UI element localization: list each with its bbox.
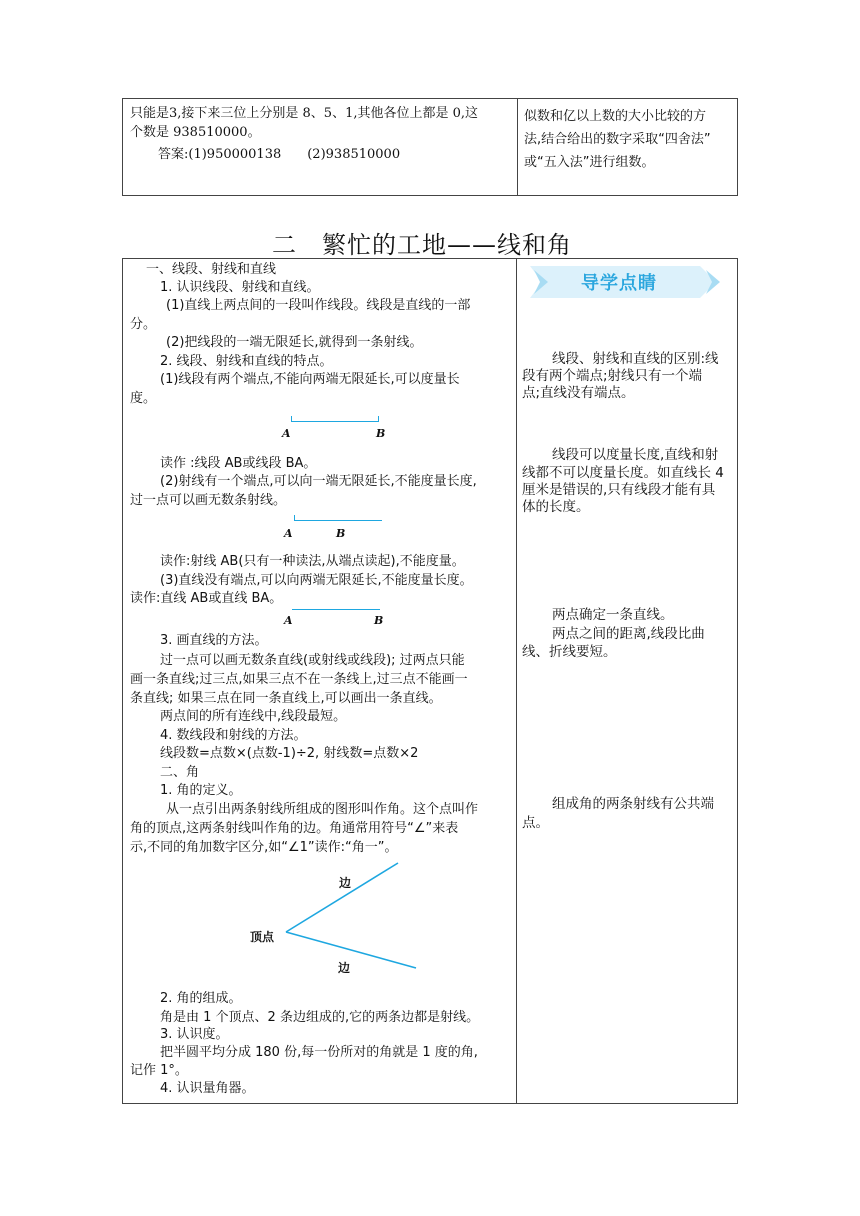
note-difference-1: 线段、射线和直线的区别:线 <box>552 351 719 367</box>
banner-title: 导学点睛 <box>581 273 657 294</box>
section-title: 二 繁忙的工地——线和角 <box>272 231 572 259</box>
ray-reading: 读作:射线 AB(只有一种读法,从端点读起),不能度量。 <box>160 554 465 569</box>
item-1-2-text: (2)把线段的一端无限延长,就得到一条射线。 <box>166 335 423 350</box>
item-3-text-2: 画一条直线;过三点,如果三点不在一条线上,过三点不能画一 <box>130 672 468 687</box>
angle-definition-1: 从一点引出两条射线所组成的图形叫作角。这个点叫作 <box>166 802 479 817</box>
item-2-3-text: (3)直线没有端点,可以向两端无限延长,不能度量长度。 <box>160 573 473 588</box>
line-label-a: A <box>284 614 293 627</box>
ray-label-b: B <box>336 527 346 540</box>
degree-text-1: 把半圆平均分成 180 份,每一份所对的角就是 1 度的角, <box>160 1045 478 1060</box>
ray-label-a: A <box>284 527 293 540</box>
item-2-2-text: (2)射线有一个端点,可以向一端无限延长,不能度量长度, <box>160 474 477 489</box>
main-table-divider <box>516 258 517 1104</box>
item-3-heading: 3. 画直线的方法。 <box>160 633 268 648</box>
ray-tick-a <box>294 515 295 521</box>
angle-item-2-heading: 2. 角的组成。 <box>160 991 242 1006</box>
segment-tick-b <box>378 416 379 422</box>
segment-line <box>291 421 379 422</box>
angle-figure <box>246 860 426 980</box>
note-measure-1: 线段可以度量长度,直线和射 <box>552 447 719 463</box>
item-3-text-3: 条直线; 如果三点在同一条直线上,可以画出一条直线。 <box>130 691 442 706</box>
note-measure-4: 体的长度。 <box>522 499 590 515</box>
angle-item-1-heading: 1. 角的定义。 <box>160 783 242 798</box>
segment-reading: 读作 :线段 AB或线段 BA。 <box>160 456 317 471</box>
item-3-text-4: 两点间的所有连线中,线段最短。 <box>160 709 347 724</box>
item-1-1-text: (1)直线上两点间的一段叫作线段。线段是直线的一部 <box>166 298 471 313</box>
top-right-line-2: 法,结合给出的数字采取“四舍法” <box>524 132 711 147</box>
top-left-line-2: 个数是 938510000。 <box>130 125 261 140</box>
ray-figure <box>280 513 390 541</box>
note-angle-1: 组成角的两条射线有公共端 <box>552 796 714 812</box>
angle-vertex-label: 顶点 <box>250 930 275 944</box>
heading-line-segment-ray-line: 一、线段、射线和直线 <box>146 262 277 277</box>
angle-definition-2: 角的顶点,这两条射线叫作角的边。角通常用符号“∠”来表 <box>130 821 459 836</box>
ray-line <box>294 520 382 521</box>
segment-figure <box>280 415 390 443</box>
note-angle-2: 点。 <box>522 815 549 831</box>
line-reading: 读作:直线 AB或直线 BA。 <box>130 591 283 606</box>
heading-angle: 二、角 <box>160 765 200 780</box>
guide-banner <box>530 264 724 300</box>
item-2-1-text: (1)线段有两个端点,不能向两端无限延长,可以度量长 <box>160 372 460 387</box>
note-measure-2: 线都不可以度量长度。如直线长 4 <box>522 465 724 481</box>
top-table-divider <box>517 98 518 196</box>
item-4-heading: 4. 数线段和射线的方法。 <box>160 728 307 743</box>
counting-formula: 线段数=点数×(点数-1)÷2, 射线数=点数×2 <box>160 746 419 761</box>
angle-item-4-heading: 4. 认识量角器。 <box>160 1081 255 1096</box>
angle-rays <box>246 860 426 980</box>
top-right-line-1: 似数和亿以上数的大小比较的方 <box>524 109 707 124</box>
note-two-points-1: 两点确定一条直线。 <box>552 607 674 623</box>
note-difference-3: 点;直线没有端点。 <box>522 385 635 401</box>
degree-text-2: 记作 1°。 <box>130 1063 188 1078</box>
item-2-2-text-cont: 过一点可以画无数条射线。 <box>130 493 287 508</box>
line-label-b: B <box>374 614 384 627</box>
angle-definition-3: 示,不同的角加数字区分,如“∠1”读作:“角一”。 <box>130 840 398 855</box>
note-difference-2: 段有两个端点;射线只有一个端 <box>522 368 703 384</box>
top-right-line-3: 或“五入法”进行组数。 <box>524 155 655 170</box>
segment-label-b: B <box>376 427 386 440</box>
item-1-heading: 1. 认识线段、射线和直线。 <box>160 280 320 295</box>
top-answer: 答案:(1)950000138 (2)938510000 <box>158 147 401 162</box>
note-two-points-2: 两点之间的距离,线段比曲 <box>552 626 705 642</box>
segment-label-a: A <box>282 427 291 440</box>
item-2-1-text-cont: 度。 <box>130 391 157 406</box>
angle-item-3-heading: 3. 认识度。 <box>160 1027 229 1042</box>
note-measure-3: 厘米是错误的,只有线段才能有具 <box>522 482 716 498</box>
angle-edge-label-top: 边 <box>339 876 352 890</box>
item-2-heading: 2. 线段、射线和直线的特点。 <box>160 354 333 369</box>
top-left-line-1: 只能是3,接下来三位上分别是 8、5、1,其他各位上都是 0,这 <box>130 106 479 121</box>
line-figure <box>280 603 390 629</box>
angle-composition: 角是由 1 个顶点、2 条边组成的,它的两条边都是射线。 <box>160 1010 480 1025</box>
angle-edge-label-bottom: 边 <box>338 961 351 975</box>
item-3-text-1: 过一点可以画无数条直线(或射线或线段); 过两点只能 <box>160 653 465 668</box>
straight-line <box>292 609 380 610</box>
segment-tick-a <box>291 416 292 422</box>
note-two-points-3: 线、折线要短。 <box>522 644 617 660</box>
item-1-1-text-cont: 分。 <box>130 317 157 332</box>
